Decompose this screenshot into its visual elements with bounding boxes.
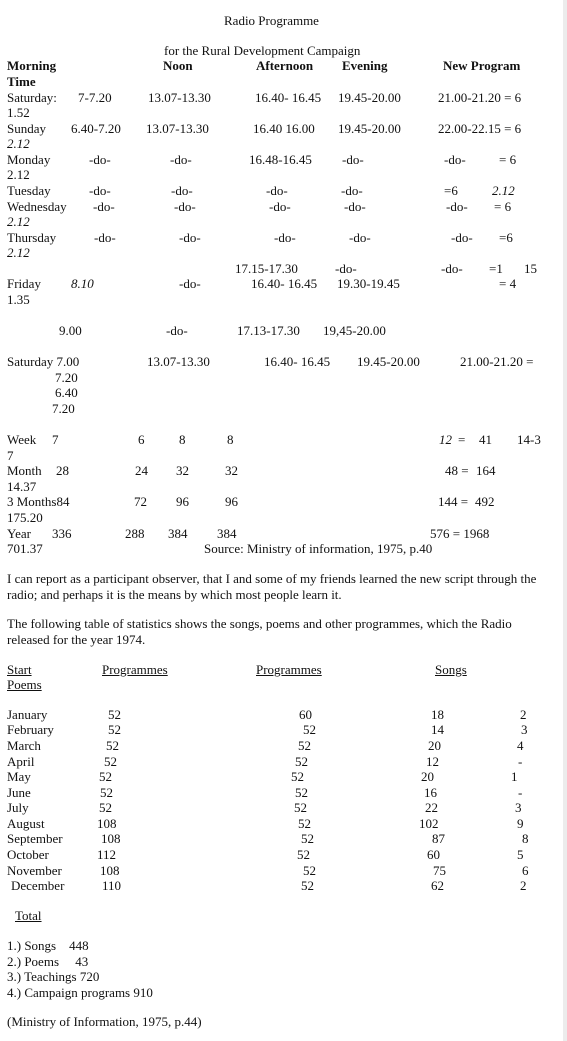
- total-cell: 6: [138, 432, 145, 447]
- stats-cell: 52: [298, 816, 311, 831]
- stats-cell: 60: [427, 847, 440, 862]
- row-cell: -do-: [274, 230, 296, 245]
- page-title: Radio Programme: [224, 13, 319, 28]
- row-cell: 21.00-21.20 =: [460, 354, 534, 369]
- row-cell: 19.45-20.00: [338, 90, 401, 105]
- stats-cell: 5: [517, 847, 524, 862]
- row-cell: -do-: [269, 199, 291, 214]
- row-time: 1.35: [7, 292, 30, 307]
- stats-cell: 52: [106, 738, 119, 753]
- row-cell: 6.40-7.20: [71, 121, 121, 136]
- stats-cell: 60: [299, 707, 312, 722]
- row-cell: =6: [444, 183, 458, 198]
- total-cell: 8: [227, 432, 234, 447]
- row-cell: 7.20: [55, 370, 78, 385]
- row-cell: -do-: [335, 261, 357, 276]
- row-cell: 13.07-13.30: [148, 90, 211, 105]
- row-cell: -do-: [171, 183, 193, 198]
- row-cell: -do-: [174, 199, 196, 214]
- row-time: 2.12: [7, 214, 30, 229]
- row-time: 2.12: [7, 136, 30, 151]
- row-cell: 21.00-21.20 = 6: [438, 90, 522, 105]
- stats-cell: 22: [425, 800, 438, 815]
- row-cell: 16.40- 16.45: [251, 276, 318, 291]
- total-cell: 32: [176, 463, 189, 478]
- stats-cell: 52: [291, 769, 304, 784]
- row-cell: = 4: [499, 276, 517, 291]
- row-cell: 22.00-22.15 = 6: [438, 121, 522, 136]
- total-cell: 96: [176, 494, 189, 509]
- stats-cell: 52: [99, 769, 112, 784]
- total-cell: 576 = 1968: [430, 526, 490, 541]
- stats-cell: 102: [419, 816, 439, 831]
- stats-month: July: [7, 800, 29, 815]
- total-cell: 24: [135, 463, 148, 478]
- stats-cell: 112: [97, 847, 117, 862]
- total-item-campaign: 4.) Campaign programs 910: [7, 985, 153, 1000]
- row-cell: 13.07-13.30: [147, 354, 210, 369]
- row-day: Sunday: [7, 121, 46, 136]
- row-cell: -do-: [342, 152, 364, 167]
- stats-header-songs: Songs: [435, 662, 467, 677]
- stats-cell: 18: [431, 707, 444, 722]
- stats-cell: 52: [301, 878, 314, 893]
- stats-header-programmes: Programmes: [102, 662, 168, 677]
- stats-cell: 1: [511, 769, 518, 784]
- row-day: Tuesday: [7, 183, 51, 198]
- stats-cell: 52: [303, 863, 316, 878]
- row-cell: 19,45-20.00: [323, 323, 386, 338]
- stats-cell: -: [518, 785, 523, 800]
- row-cell: 16.40- 16.45: [264, 354, 331, 369]
- total-cell: 7: [7, 448, 14, 463]
- row-cell: -do-: [170, 152, 192, 167]
- row-cell: = 6: [499, 152, 517, 167]
- row-cell: 16.40 16.00: [253, 121, 315, 136]
- total-cell: 32: [225, 463, 238, 478]
- row-day: Thursday: [7, 230, 57, 245]
- header-new-program: New Program: [443, 58, 521, 73]
- row-day: Saturday:: [7, 90, 57, 105]
- stats-cell: 3: [515, 800, 522, 815]
- row-cell: = 6: [494, 199, 512, 214]
- stats-cell: 2: [520, 878, 527, 893]
- row-day: Saturday 7.00: [7, 354, 80, 369]
- total-cell: 28: [56, 463, 69, 478]
- row-cell: -do-: [166, 323, 188, 338]
- row-cell: 17.13-17.30: [237, 323, 300, 338]
- row-cell: 16.48-16.45: [249, 152, 312, 167]
- stats-month: August: [7, 816, 45, 831]
- row-cell: 7.20: [52, 401, 75, 416]
- total-cell: =: [458, 432, 466, 447]
- row-day: Wednesday: [7, 199, 67, 214]
- stats-header-poems: Poems: [7, 677, 42, 692]
- header-morning: Morning: [7, 58, 57, 73]
- total-cell: 41: [479, 432, 492, 447]
- row-time: 2.12: [7, 245, 30, 260]
- total-label: 3 Months84: [7, 494, 70, 509]
- total-cell: 384: [217, 526, 237, 541]
- total-cell: 14-3: [517, 432, 541, 447]
- stats-cell: 52: [108, 707, 121, 722]
- stats-cell: 52: [104, 754, 117, 769]
- row-cell: -do-: [89, 152, 111, 167]
- stats-cell: 3: [521, 722, 528, 737]
- stats-month: October: [7, 847, 49, 862]
- total-cell: 8: [179, 432, 186, 447]
- row-cell: -do-: [444, 152, 466, 167]
- row-day: Friday: [7, 276, 41, 291]
- total-label: Month: [7, 463, 42, 478]
- citation: (Ministry of Information, 1975, p.44): [7, 1014, 202, 1029]
- row-cell: -do-: [266, 183, 288, 198]
- row-time: 2.12: [7, 167, 30, 182]
- total-cell: 336: [52, 526, 72, 541]
- total-label: Week: [7, 432, 37, 447]
- row-cell: -do-: [179, 276, 201, 291]
- stats-cell: 16: [424, 785, 437, 800]
- total-cell: 175.20: [7, 510, 43, 525]
- source-note: Source: Ministry of information, 1975, p.40: [204, 541, 433, 556]
- stats-cell: 52: [295, 785, 308, 800]
- stats-cell: 75: [433, 863, 446, 878]
- stats-month: November: [7, 863, 62, 878]
- stats-header-programmes-2: Programmes: [256, 662, 322, 677]
- stats-month: June: [7, 785, 31, 800]
- stats-cell: 87: [432, 831, 445, 846]
- stats-cell: 52: [294, 800, 307, 815]
- total-cell: 48 =: [445, 463, 469, 478]
- row-cell: 17.15-17.30: [235, 261, 298, 276]
- row-cell: -do-: [446, 199, 468, 214]
- row-time: 2.12: [492, 183, 515, 198]
- row-cell: 19.45-20.00: [357, 354, 420, 369]
- page-edge: [563, 0, 567, 1041]
- row-cell: -do-: [349, 230, 371, 245]
- page-subtitle: for the Rural Development Campaign: [164, 43, 361, 58]
- row-cell: -do-: [94, 230, 116, 245]
- total-cell: 164: [476, 463, 496, 478]
- row-cell: -do-: [451, 230, 473, 245]
- stats-cell: 108: [101, 831, 121, 846]
- row-cell: =1: [489, 261, 503, 276]
- total-cell: 14.37: [7, 479, 37, 494]
- stats-cell: 52: [295, 754, 308, 769]
- stats-month: September: [7, 831, 63, 846]
- stats-cell: 20: [428, 738, 441, 753]
- total-label: Year: [7, 526, 31, 541]
- row-cell: -do-: [93, 199, 115, 214]
- stats-cell: 9: [517, 816, 524, 831]
- total-cell: 12: [439, 432, 452, 447]
- stats-cell: 6: [522, 863, 529, 878]
- row-cell: 7-7.20: [78, 90, 112, 105]
- row-cell: 9.00: [59, 323, 82, 338]
- stats-cell: 52: [301, 831, 314, 846]
- stats-month: March: [7, 738, 41, 753]
- row-cell: 6.40: [55, 385, 78, 400]
- stats-cell: 12: [426, 754, 439, 769]
- header-time: Time: [7, 74, 36, 89]
- stats-cell: 108: [100, 863, 120, 878]
- paragraph-observer: I can report as a participant observer, that I and some of my friends learned the new script through the radio; and perhaps it is the means by which most people learn it.: [7, 571, 537, 602]
- row-cell: -do-: [344, 199, 366, 214]
- row-cell: -do-: [179, 230, 201, 245]
- paragraph-statistics: The following table of statistics shows the songs, poems and other programmes, which the Radio released for the year 1974.: [7, 616, 512, 647]
- stats-month: February: [7, 722, 54, 737]
- total-heading: Total: [15, 908, 42, 923]
- row-cell: =6: [499, 230, 513, 245]
- row-time: 1.52: [7, 105, 30, 120]
- total-item-songs: 1.) Songs 448: [7, 938, 89, 953]
- header-afternoon: Afternoon: [256, 58, 314, 73]
- stats-month: April: [7, 754, 35, 769]
- stats-cell: 52: [297, 847, 310, 862]
- total-cell: 72: [134, 494, 147, 509]
- row-cell: 15: [524, 261, 537, 276]
- stats-cell: 52: [99, 800, 112, 815]
- stats-cell: 2: [520, 707, 527, 722]
- stats-month: May: [7, 769, 31, 784]
- header-evening: Evening: [342, 58, 388, 73]
- row-cell: 19.45-20.00: [338, 121, 401, 136]
- stats-cell: 108: [97, 816, 117, 831]
- stats-month: January: [7, 707, 48, 722]
- total-item-teachings: 3.) Teachings 720: [7, 969, 100, 984]
- row-cell: 19.30-19.45: [337, 276, 400, 291]
- stats-cell: 52: [303, 722, 316, 737]
- total-cell: 144 =: [438, 494, 469, 509]
- stats-cell: 52: [108, 722, 121, 737]
- stats-header-start: Start: [7, 662, 32, 677]
- row-cell: -do-: [441, 261, 463, 276]
- row-cell: 16.40- 16.45: [255, 90, 322, 105]
- stats-cell: 52: [100, 785, 113, 800]
- stats-cell: -: [518, 754, 523, 769]
- row-cell: -do-: [341, 183, 363, 198]
- stats-cell: 20: [421, 769, 434, 784]
- stats-cell: 8: [522, 831, 529, 846]
- stats-cell: 62: [431, 878, 444, 893]
- stats-cell: 14: [431, 722, 444, 737]
- header-noon: Noon: [163, 58, 193, 73]
- total-cell: 384: [168, 526, 188, 541]
- total-cell: 492: [475, 494, 495, 509]
- stats-cell: 110: [102, 878, 122, 893]
- row-cell: 8.10: [71, 276, 94, 291]
- total-item-poems: 2.) Poems 43: [7, 954, 89, 969]
- total-cell: 288: [125, 526, 145, 541]
- total-cell: 7: [52, 432, 59, 447]
- total-cell: 701.37: [7, 541, 43, 556]
- row-cell: -do-: [89, 183, 111, 198]
- stats-cell: 4: [517, 738, 524, 753]
- stats-month: December: [11, 878, 65, 893]
- row-day: Monday: [7, 152, 51, 167]
- row-cell: 13.07-13.30: [146, 121, 209, 136]
- total-cell: 96: [225, 494, 238, 509]
- stats-cell: 52: [298, 738, 311, 753]
